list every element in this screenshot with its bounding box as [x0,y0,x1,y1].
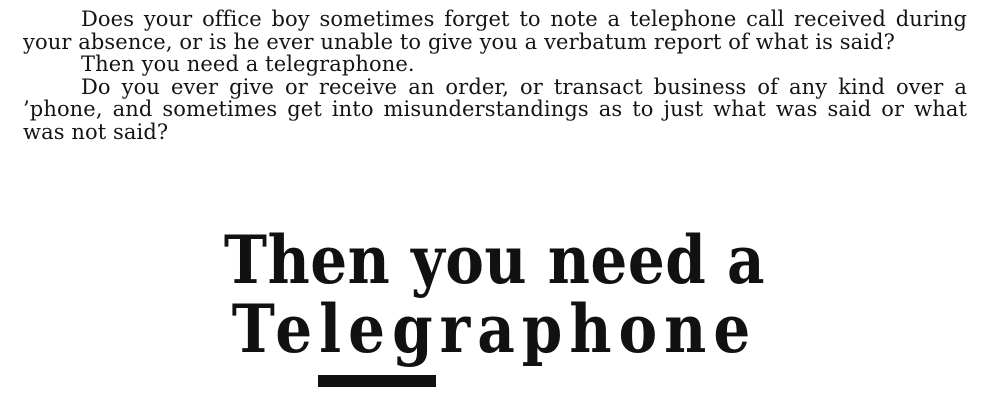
headline-underline-bar [318,375,436,387]
headline-line-2: Telegraphone [231,289,758,369]
body-copy [23,8,967,144]
headline [0,220,989,369]
headline-line-1: Then you need a [223,220,766,300]
paragraph-telegraphone: Then you need a telegraphone. [81,52,415,77]
paragraph-phone-orders: Do you ever give or receive an order, or transact business of any kind over a ’phone, and sometimes get into misunderstandings as to just what was said or what was not said? [23,74,967,144]
paragraph-office-boy: Does your office boy sometimes forget to note a telephone call received during your absence, or is he ever unable to give you a verbatum report of what is said? [23,7,967,54]
